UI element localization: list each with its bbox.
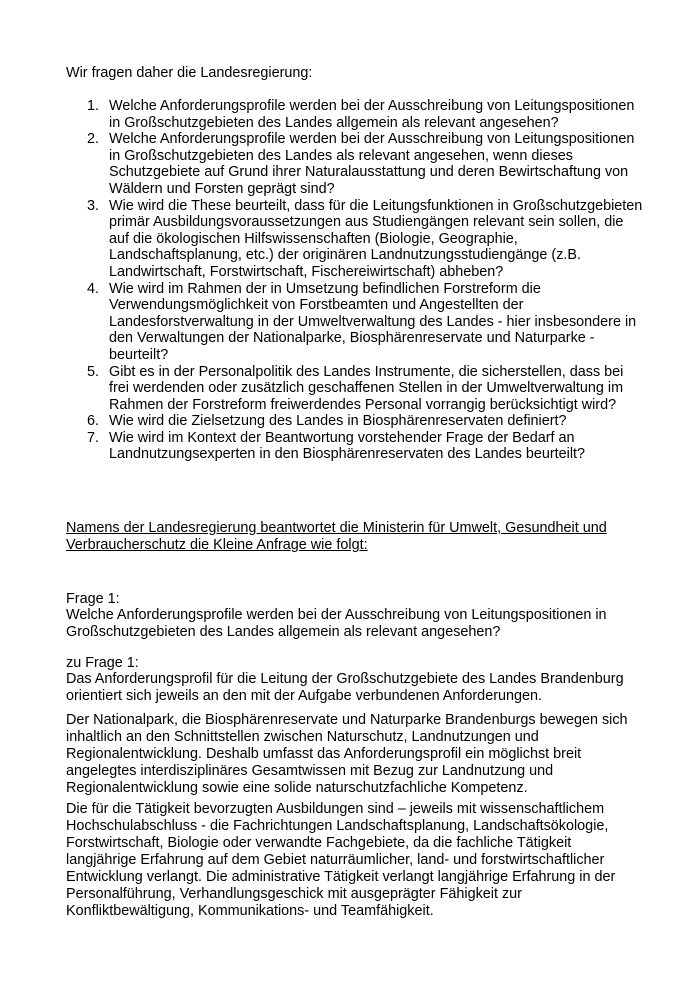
answer-paragraph: Die für die Tätigkeit bevorzugten Ausbildungen sind – jeweils mit wissenschaftlichem Hochschulabschluss - die Fachrichtungen Landschaftsplanung, Landschaftsökologie, Forstwirtschaft, Biologie oder verwandte Fachgebiete, da die fachliche Tätigkeit langjährige Erfahrung auf dem Gebiet naturräumlicher, land- und forstwirtschaftlicher Entwicklung verlangt. Die administrative Tätigkeit verlangt langjährige Erfahrung in der Personalführung, Verhandlungsgeschick mit ausgeprägter Fähigkeit zur Konfliktbewältigung, Kommunikations- und Teamfähigkeit. <box>66 801 616 919</box>
list-item-text: Welche Anforderungsprofile werden bei der Ausschreibung von Leitungspositionen in Großschutzgebieten des Landes allgemein als relevant angesehen? <box>109 98 635 131</box>
list-number: 3. <box>87 197 100 214</box>
question-label: Frage 1: <box>66 591 120 607</box>
list-item <box>66 98 646 131</box>
list-item <box>66 281 646 364</box>
list-item-text: Wie wird die Zielsetzung des Landes in Biosphärenreservaten definiert? <box>109 413 567 430</box>
list-item <box>66 198 646 281</box>
list-item <box>66 131 646 197</box>
answer-label: zu Frage 1: <box>66 655 139 671</box>
answer-paragraph: Das Anforderungsprofil für die Leitung der Großschutzgebiete des Landes Brandenburg orientiert sich jeweils an den mit der Aufgabe verbundenen Anforderungen. <box>66 671 624 704</box>
list-item <box>66 430 646 463</box>
answer-heading: Namens der Landesregierung beantwortet die Ministerin für Umwelt, Gesundheit und Verbraucherschutz die Kleine Anfrage wie folgt: <box>66 520 607 553</box>
question-text: Welche Anforderungsprofile werden bei der Ausschreibung von Leitungspositionen in Großschutzgebieten des Landes allgemein als relevant angesehen? <box>66 607 607 640</box>
question-list <box>66 98 646 463</box>
list-item-text: Gibt es in der Personalpolitik des Landes Instrumente, die sicherstellen, dass bei frei werdenden oder zusätzlich geschaffenen Stellen in der Umweltverwaltung im Rahmen der Forstreform freiwerdendes Personal vorrangig berücksichtigt wird? <box>109 363 624 413</box>
intro-text: Wir fragen daher die Landesregierung: <box>66 65 313 81</box>
list-item-text: Wie wird im Rahmen der in Umsetzung befindlichen Forstreform die Verwendungsmöglichkeit von Forstbeamten und Angestellten der Landesforstverwaltung in der Umweltverwaltung des Landes - hier insbesondere in den Verwaltungen der Nationalparke, Biosphärenreservate und Naturparke - beurteilt? <box>109 280 637 363</box>
list-item-text: Welche Anforderungsprofile werden bei der Ausschreibung von Leitungspositionen in Großschutzgebieten des Landes als relevant angesehen, wenn dieses Schutzgebiete auf Grund ihrer Naturalausstattung und deren Bewirtschaftung von Wäldern und Forsten geprägt sind? <box>109 131 635 197</box>
list-number: 5. <box>87 363 100 380</box>
list-item-text: Wie wird die These beurteilt, dass für die Leitungsfunktionen in Großschutzgebieten primär Ausbildungsvoraussetzungen aus Studiengängen relevant sein sollen, die auf die ökologischen Hilfswissenschaften (Biologie, Geographie, Landschaftsplanung, etc.) der originären Landnutzungsstudiengänge (z.B. Landwirtschaft, Forstwirtschaft, Fischereiwirtschaft) abheben? <box>109 197 643 280</box>
list-item-text: Wie wird im Kontext der Beantwortung vorstehender Frage der Bedarf an Landnutzungsexperten in den Biosphärenreservaten des Landes beurteilt? <box>109 429 586 463</box>
list-number: 2. <box>87 131 100 148</box>
list-item <box>66 364 646 414</box>
list-number: 1. <box>87 98 100 114</box>
list-number: 4. <box>87 280 100 297</box>
list-item <box>66 413 646 430</box>
list-number: 6. <box>87 413 100 430</box>
list-number: 7. <box>87 429 100 446</box>
answer-paragraph: Der Nationalpark, die Biosphärenreservate und Naturparke Brandenburgs bewegen sich inhaltlich an den Schnittstellen zwischen Naturschutz, Landnutzungen und Regionalentwicklung. Deshalb umfasst das Anforderungsprofil ein möglichst breit angelegtes interdisziplinäres Gesamtwissen mit Bezug zur Landnutzung und Regionalentwicklung sowie eine solide naturschutzfachliche Kompetenz. <box>66 712 628 796</box>
